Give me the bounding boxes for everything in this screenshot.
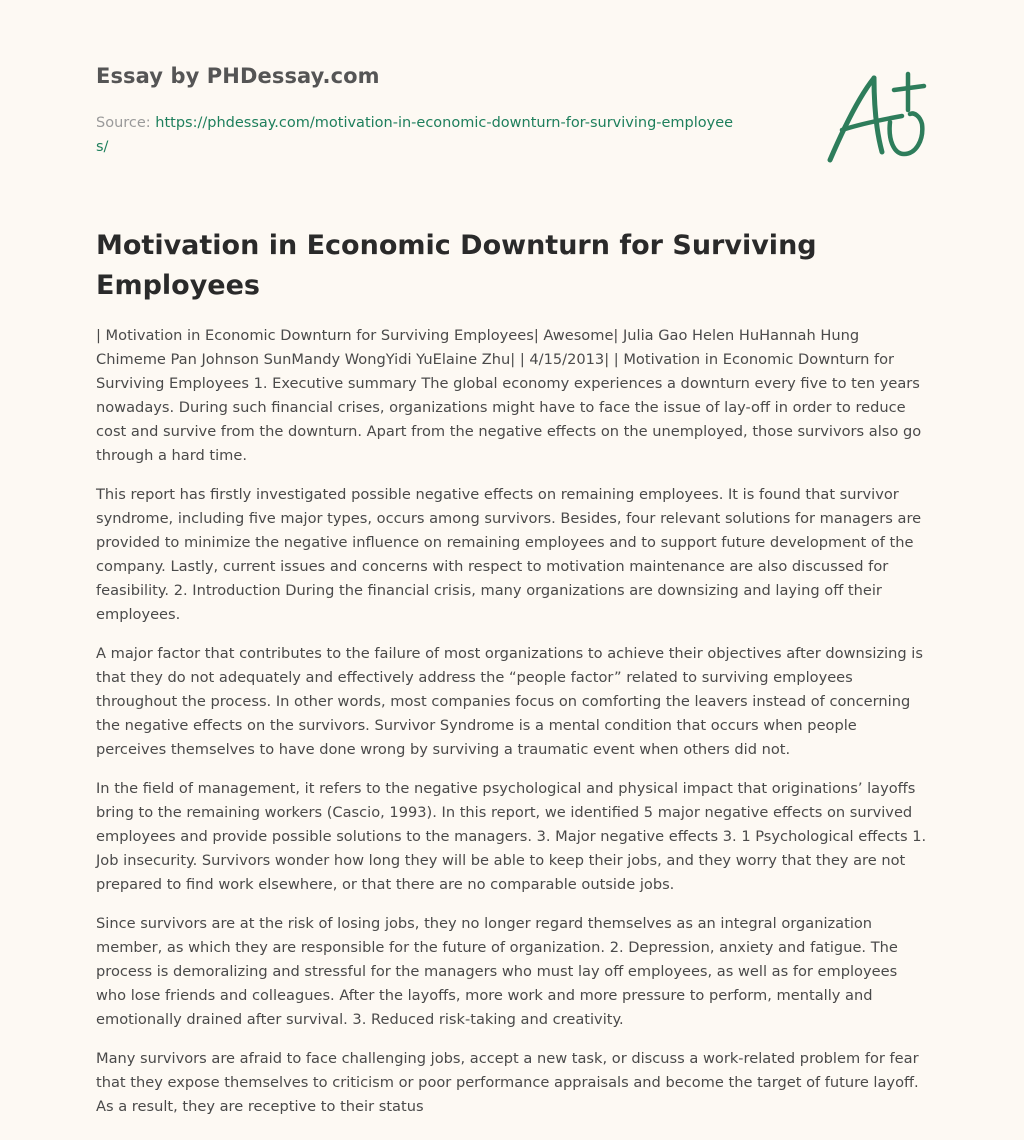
essay-body bbox=[96, 324, 928, 1134]
essay-paragraph: This report has firstly investigated possible negative effects on remaining employees. It is found that survivor syndrome, including five major types, occurs among survivors. Besides, four relevant solutions for managers are provided to minimize the negative influence on remaining employees and to support future development of the company. Lastly, current issues and concerns with respect to motivation maintenance are also discussed for feasibility. 2. Introduction During the financial crisis, many organizations are downsizing and laying off their employees. bbox=[96, 486, 922, 623]
essay-title: Motivation in Economic Downturn for Surviving Employees bbox=[96, 230, 817, 301]
essay-paragraph: In the field of management, it refers to the negative psychological and physical impact that originations’ layoffs bring to the remaining workers (Cascio, 1993). In this report, we identified 5 major negative effects on survived employees and provide possible solutions to the managers. 3. Major negative effects 3. 1 Psychological effects 1. Job insecurity. Survivors wonder how long they will be able to keep their jobs, and they worry that they are not prepared to find work elsewhere, or that there are no comparable outside jobs. bbox=[96, 780, 927, 893]
essay-paragraph: | Motivation in Economic Downturn for Surviving Employees| Awesome| Julia Gao Helen HuHannah Hung Chimeme Pan Johnson SunMandy WongYidi YuElaine Zhu| | 4/15/2013| | Motivation in Economic Downturn for Surviving Employees 1. Executive summary The global economy experiences a downturn every five to ten years nowadays. During such financial crises, organizations might have to face the issue of lay-off in order to reduce cost and survive from the downturn. Apart from the negative effects on the unemployed, those survivors also go through a hard time. bbox=[96, 327, 922, 464]
essay-paragraph: Since survivors are at the risk of losing jobs, they no longer regard themselves as an integral organization member, as which they are responsible for the future of organization. 2. Depression, anxiety and fatigue. The process is demoralizing and stressful for the managers who must lay off employees, as well as for employees who lose friends and colleagues. After the layoffs, more work and more pressure to perform, mentally and emotionally drained after survival. 3. Reduced risk-taking and creativity. bbox=[96, 915, 898, 1028]
essay-paragraph: Many survivors are afraid to face challenging jobs, accept a new task, or discuss a work-related problem for fear that they expose themselves to criticism or poor performance appraisals and become the target of future layoff. As a result, they are receptive to their status bbox=[96, 1050, 919, 1115]
a-plus-logo-icon bbox=[824, 70, 928, 166]
source-link[interactable]: https://phdessay.com/motivation-in-economic-downturn-for-surviving-employees/ bbox=[96, 115, 734, 155]
source-label: Source: bbox=[96, 115, 156, 131]
essay-paragraph: A major factor that contributes to the failure of most organizations to achieve their objectives after downsizing is that they do not adequately and effectively address the “people factor” related to surviving employees throughout the process. In other words, most companies focus on comforting the leavers instead of concerning the negative effects on the survivors. Survivor Syndrome is a mental condition that occurs when people perceives themselves to have done wrong by surviving a traumatic event when others did not. bbox=[96, 645, 923, 758]
site-title: Essay by PHDessay.com bbox=[96, 64, 380, 88]
source-line bbox=[96, 111, 736, 159]
